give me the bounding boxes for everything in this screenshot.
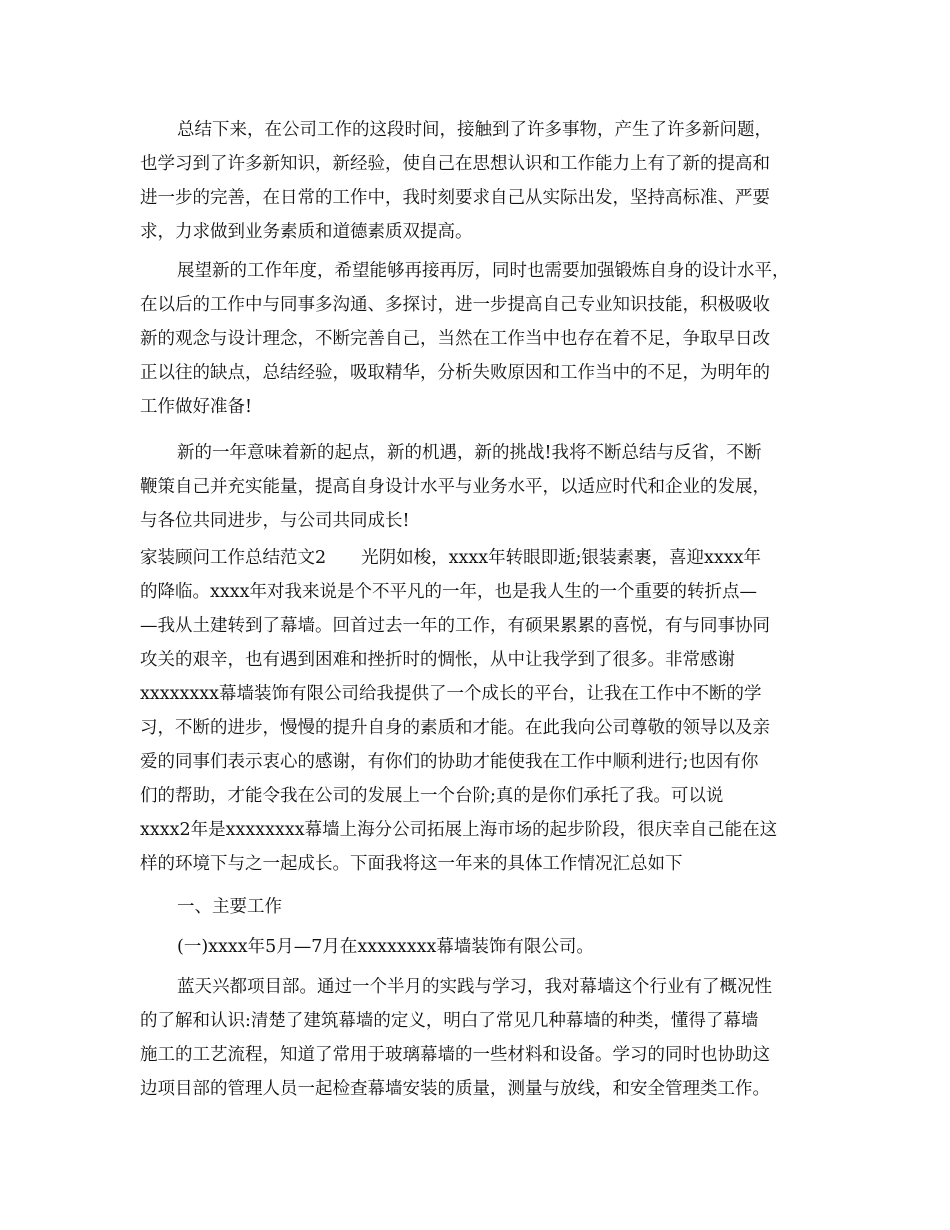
text-line: 的降临。xxxx年对我来说是个不平凡的一年，也是我人生的一个重要的转折点— xyxy=(140,582,757,602)
text-line: 蓝天兴都项目部。通过一个半月的实践与学习，我对幕墙这个行业有了概况性 xyxy=(177,977,772,997)
text-line: 施工的工艺流程，知道了常用于玻璃幕墙的一些材料和设备。学习的同时也协助这 xyxy=(140,1045,770,1065)
text-line: 边项目部的管理人员一起检查幕墙安装的质量，测量与放线，和安全管理类工作。 xyxy=(140,1079,770,1099)
subsection-heading: (一)xxxx年5月—7月在xxxxxxxx幕墙装饰有限公司。 xyxy=(177,937,594,957)
text-line: 在以后的工作中与同事多沟通、多探讨，进一步提高自己专业知识技能，积极吸收 xyxy=(140,295,770,315)
text-line: 与各位共同进步，与公司共同成长! xyxy=(140,511,410,531)
text-line: —我从土建转到了幕墙。回首过去一年的工作，有硕果累累的喜悦，有与同事协同 xyxy=(140,616,770,636)
text-line: 新的观念与设计理念，不断完善自己，当然在工作当中也存在着不足，争取早日改 xyxy=(140,329,770,349)
text-line: xxxxxxxx幕墙装饰有限公司给我提供了一个成长的平台，让我在工作中不断的学 xyxy=(140,684,762,704)
text-line: 工作做好准备! xyxy=(140,397,253,417)
text-line: xxxx2年是xxxxxxxx幕墙上海分公司拓展上海市场的起步阶段，很庆幸自己能在这 xyxy=(140,820,778,840)
text-line: 也学习到了许多新知识，新经验，使自己在思想认识和工作能力上有了新的提高和 xyxy=(140,154,770,174)
text-line: 习，不断的进步，慢慢的提升自身的素质和才能。在此我向公司尊敬的领导以及亲 xyxy=(140,718,770,738)
text-line: 样的环境下与之一起成长。下面我将这一年来的具体工作情况汇总如下 xyxy=(140,854,683,874)
text-line: 爱的同事们表示衷心的感谢，有你们的协助才能使我在工作中顺利进行;也因有你 xyxy=(140,752,759,772)
text-line: 进一步的完善，在日常的工作中，我时刻要求自己从实际出发，坚持高标准、严要 xyxy=(140,188,770,208)
text-line: 总结下来，在公司工作的这段时间，接触到了许多事物，产生了许多新问题， xyxy=(177,120,772,140)
section-heading: 一、主要工作 xyxy=(177,897,282,917)
text-line: 展望新的工作年度，希望能够再接再厉，同时也需要加强锻炼自身的设计水平， xyxy=(177,261,790,281)
text-line: 们的帮助，才能令我在公司的发展上一个台阶;真的是你们承托了我。可以说 xyxy=(140,786,724,806)
text-line: 鞭策自己并充实能量，提高自身设计水平与业务水平，以适应时代和企业的发展， xyxy=(140,477,770,497)
text-line: 的了解和认识:清楚了建筑幕墙的定义，明白了常见几种幕墙的种类，懂得了幕墙 xyxy=(140,1011,759,1031)
text-line: 正以往的缺点，总结经验，吸取精华，分析失败原因和工作当中的不足，为明年的 xyxy=(140,363,770,383)
text-line: 家装顾问工作总结范文2 光阴如梭，xxxx年转眼即逝;银装素裹，喜迎xxxx年 xyxy=(140,548,761,568)
text-line: 求，力求做到业务素质和道德素质双提高。 xyxy=(140,222,473,242)
text-line: 新的一年意味着新的起点，新的机遇，新的挑战!我将不断总结与反省，不断 xyxy=(177,443,762,463)
text-line: 攻关的艰辛，也有遇到困难和挫折时的惆怅，从中让我学到了很多。非常感谢 xyxy=(140,650,735,670)
